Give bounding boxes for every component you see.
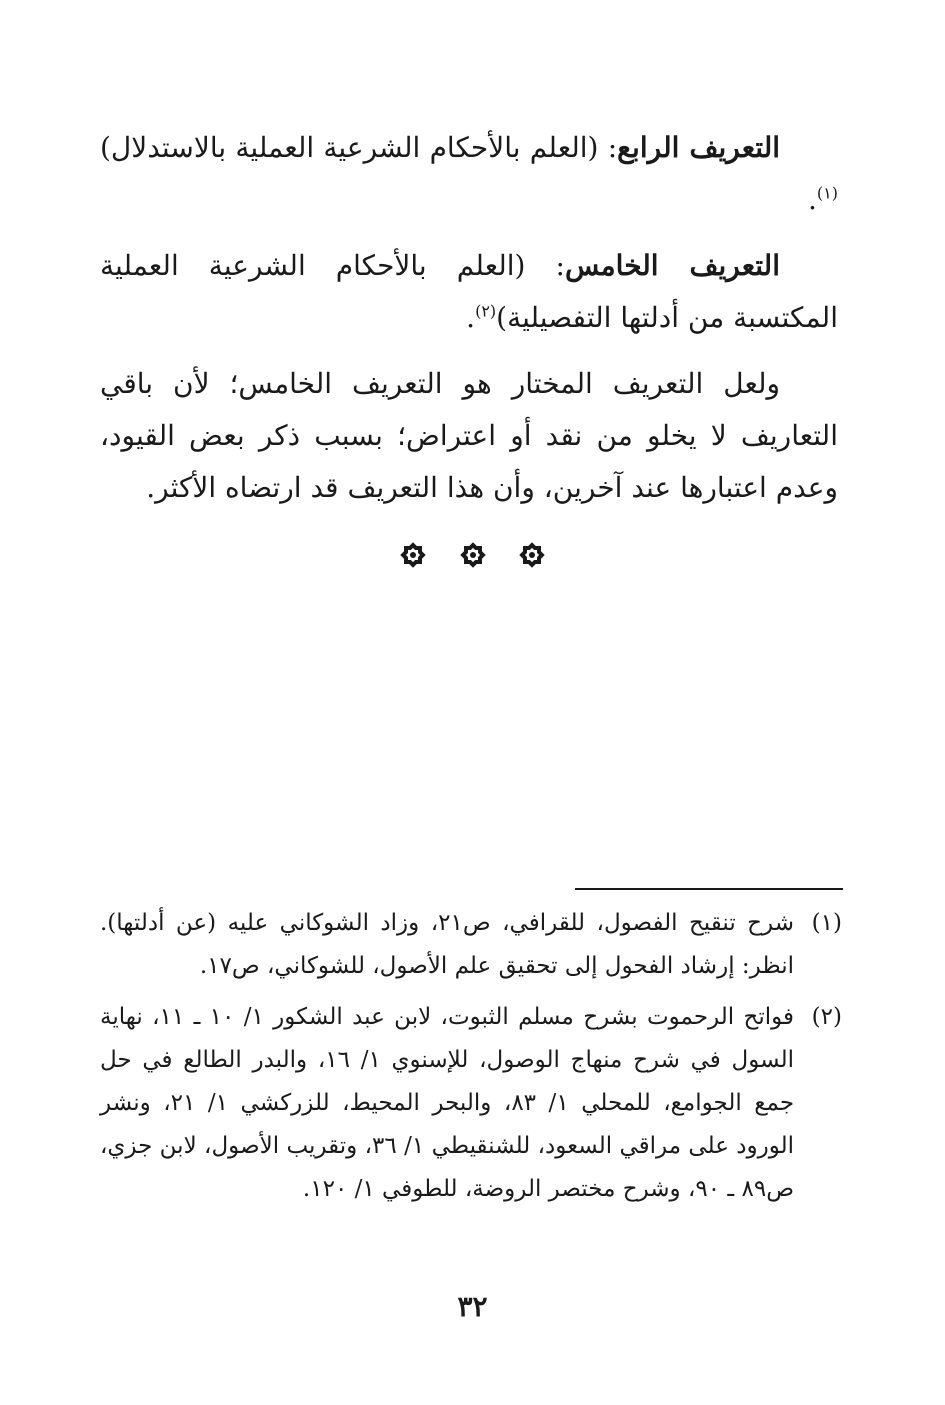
star-ornament-icon xyxy=(398,540,428,570)
footnote-ref-2: (٢) xyxy=(475,301,497,321)
footnote-1-number: (١) xyxy=(811,910,842,936)
footnote-2-text: فواتح الرحموت بشرح مسلم الثبوت، لابن عبد الشكور ١/ ١٠ ـ ١١، نهاية السول في شرح منهاج الوصول، للإسنوي ١/ ١٦، والبدر الطالع في حل جمع الجوامع، للمحلي ١/ ٨٣، والبحر المحيط، للزركشي ١/ ٢١، ونشر الورود على مراقي السعود، للشنقيطي ١/ ٣٦، وتقريب الأصول، لابن جزي، ص٨٩ ـ ٩٠، وشرح مختصر الروضة، للطوفي ١/ ١٢٠. xyxy=(100,1004,795,1202)
paragraph-definition-5 xyxy=(100,240,838,344)
footnotes xyxy=(100,902,842,1219)
footnote-ref-1: (١) xyxy=(816,183,838,203)
footnote-2-number: (٢) xyxy=(811,1004,842,1030)
definition-5-heading: التعريف الخامس xyxy=(564,249,780,282)
footnote-divider xyxy=(575,888,843,890)
footnote-1 xyxy=(100,902,842,988)
paragraph-definition-4 xyxy=(100,122,838,226)
definition-5-tail: . xyxy=(466,301,476,334)
paragraph-conclusion: ولعل التعريف المختار هو التعريف الخامس؛ لأن باقي التعاريف لا يخلو من نقد أو اعتراض؛ بسبب ذكر بعض القيود، وعدم اعتبارها عند آخرين، وأن هذا التعريف قد ارتضاه الأكثر. xyxy=(100,367,838,504)
definition-4-heading: التعريف الرابع xyxy=(617,131,781,164)
definition-4-text: : (العلم بالأحكام الشرعية العملية بالاستدلال) xyxy=(100,131,618,164)
page-number: ٣٢ xyxy=(457,1290,488,1323)
definition-4-tail: . xyxy=(808,183,817,216)
star-ornament-icon xyxy=(517,540,547,570)
section-separator xyxy=(0,540,945,570)
footnote-1-text: شرح تنقيح الفصول، للقرافي، ص٢١، وزاد الشوكاني عليه (عن أدلتها). انظر: إرشاد الفحول إلى تحقيق علم الأصول، للشوكاني، ص١٧. xyxy=(100,910,794,979)
definition-5-text: : (العلم بالأحكام الشرعية العملية المكتسبة من أدلتها التفصيلية) xyxy=(100,249,838,334)
star-ornament-icon xyxy=(458,540,488,570)
main-text xyxy=(100,122,838,528)
footnote-2 xyxy=(100,996,842,1211)
